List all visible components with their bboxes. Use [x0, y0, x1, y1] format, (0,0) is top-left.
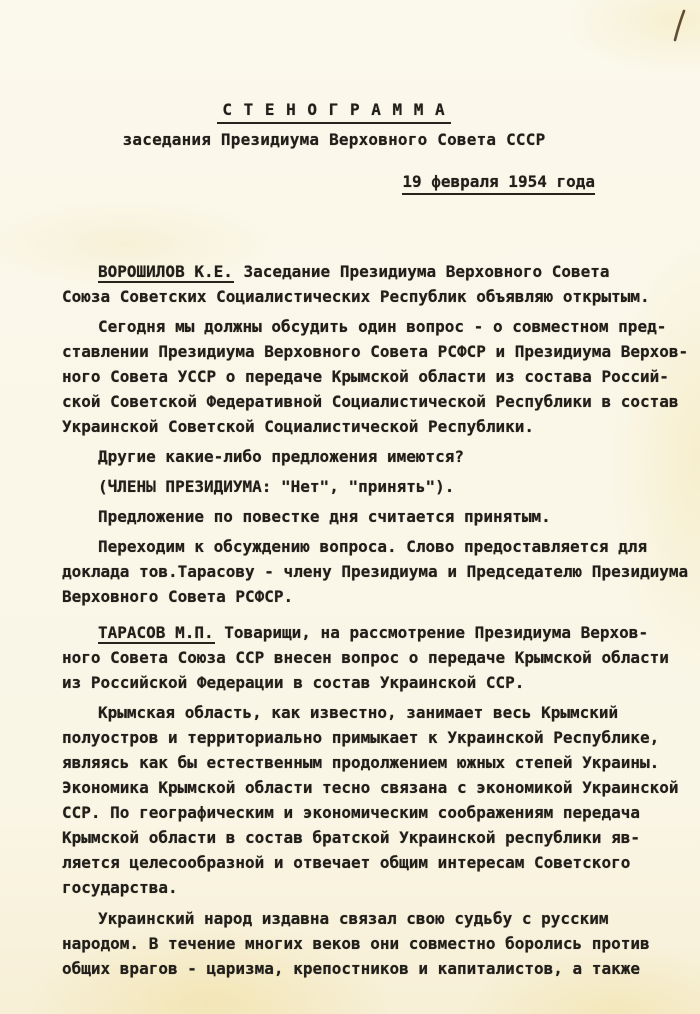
- text-line: Крымской области в состав братской Украинской республики яв-: [62, 828, 640, 847]
- text-line: Верховного Совета РСФСР.: [62, 587, 294, 606]
- text-line: Крымская область, как известно, занимает весь Крымский: [98, 703, 619, 722]
- text-line: полуостров и территориально примыкает к Украинской Республике,: [62, 728, 660, 747]
- paragraph: [62, 906, 700, 981]
- document-header: [0, 0, 700, 191]
- paragraph: [62, 700, 700, 900]
- speaker-name: ВОРОШИЛОВ К.Е.: [98, 262, 233, 281]
- document-title: С Т Е Н О Г Р А М М А: [0, 100, 668, 119]
- text-line: Переходим к обсуждению вопроса. Слово предоставляется для: [98, 537, 648, 556]
- text-line: ТАРАСОВ М.П. Товарищи, на рассмотрение Президиума Верхов-: [98, 623, 649, 642]
- document-date: 19 февраля 1954 года: [0, 172, 668, 191]
- paragraph: [62, 474, 700, 499]
- text-line: ской Советской Федеративной Социалистической Республики в состав: [62, 392, 679, 411]
- paragraph: [62, 444, 700, 469]
- text-line: ставлении Президиума Верховного Совета РСФСР и Президиума Верхов-: [62, 342, 689, 361]
- text-line: являясь как бы естественным продолжением южных степей Украины.: [62, 753, 660, 772]
- text-line: народом. В течение многих веков они совместно боролись против: [62, 934, 650, 953]
- text-line: Сегодня мы должны обсудить один вопрос - о совместном пред-: [98, 317, 667, 336]
- document-body: [0, 259, 700, 981]
- text-line: ного Совета УССР о передаче Крымской области из состава Россий-: [62, 367, 669, 386]
- text-line: (ЧЛЕНЫ ПРЕЗИДИУМА: "Нет", "принять").: [98, 477, 455, 496]
- paragraph: [62, 504, 700, 529]
- text-line: общих врагов - царизма, крепостников и капиталистов, а также: [62, 959, 640, 978]
- paragraph: [62, 314, 700, 439]
- text-line: ССР. По географическим и экономическим соображениям передача: [62, 803, 640, 822]
- text-line: из Российской Федерации в состав Украинской ССР.: [62, 673, 525, 692]
- text-line: государства.: [62, 878, 178, 897]
- text-line: Украинский народ издавна связал свою судьбу с русским: [98, 909, 609, 928]
- text-line: ляется целесообразной и отвечает общим интересам Советского: [62, 853, 631, 872]
- document-subtitle: заседания Президиума Верховного Совета СССР: [122, 130, 546, 149]
- handwritten-pen-stroke-icon: [670, 8, 688, 44]
- text-line: Украинской Советской Социалистической Республики.: [62, 417, 535, 436]
- text-line: доклада тов.Тарасову - члену Президиума и Председателю Президиума: [62, 562, 689, 581]
- text-line: Другие какие-либо предложения имеются?: [98, 447, 465, 466]
- paragraph: [62, 259, 700, 309]
- text-line: ного Совета Союза ССР внесен вопрос о передаче Крымской области: [62, 648, 669, 667]
- text-line: Союза Советских Социалистических Республик объявляю открытым.: [62, 287, 650, 306]
- speaker-name: ТАРАСОВ М.П.: [98, 623, 214, 642]
- text-line: Предложение по повестке дня считается принятым.: [98, 507, 551, 526]
- text-line: ВОРОШИЛОВ К.Е. Заседание Президиума Верховного Совета: [98, 262, 610, 281]
- paragraph: [62, 620, 700, 695]
- paragraph: [62, 534, 700, 609]
- text-line: Экономика Крымской области тесно связана с экономикой Украинской: [62, 778, 679, 797]
